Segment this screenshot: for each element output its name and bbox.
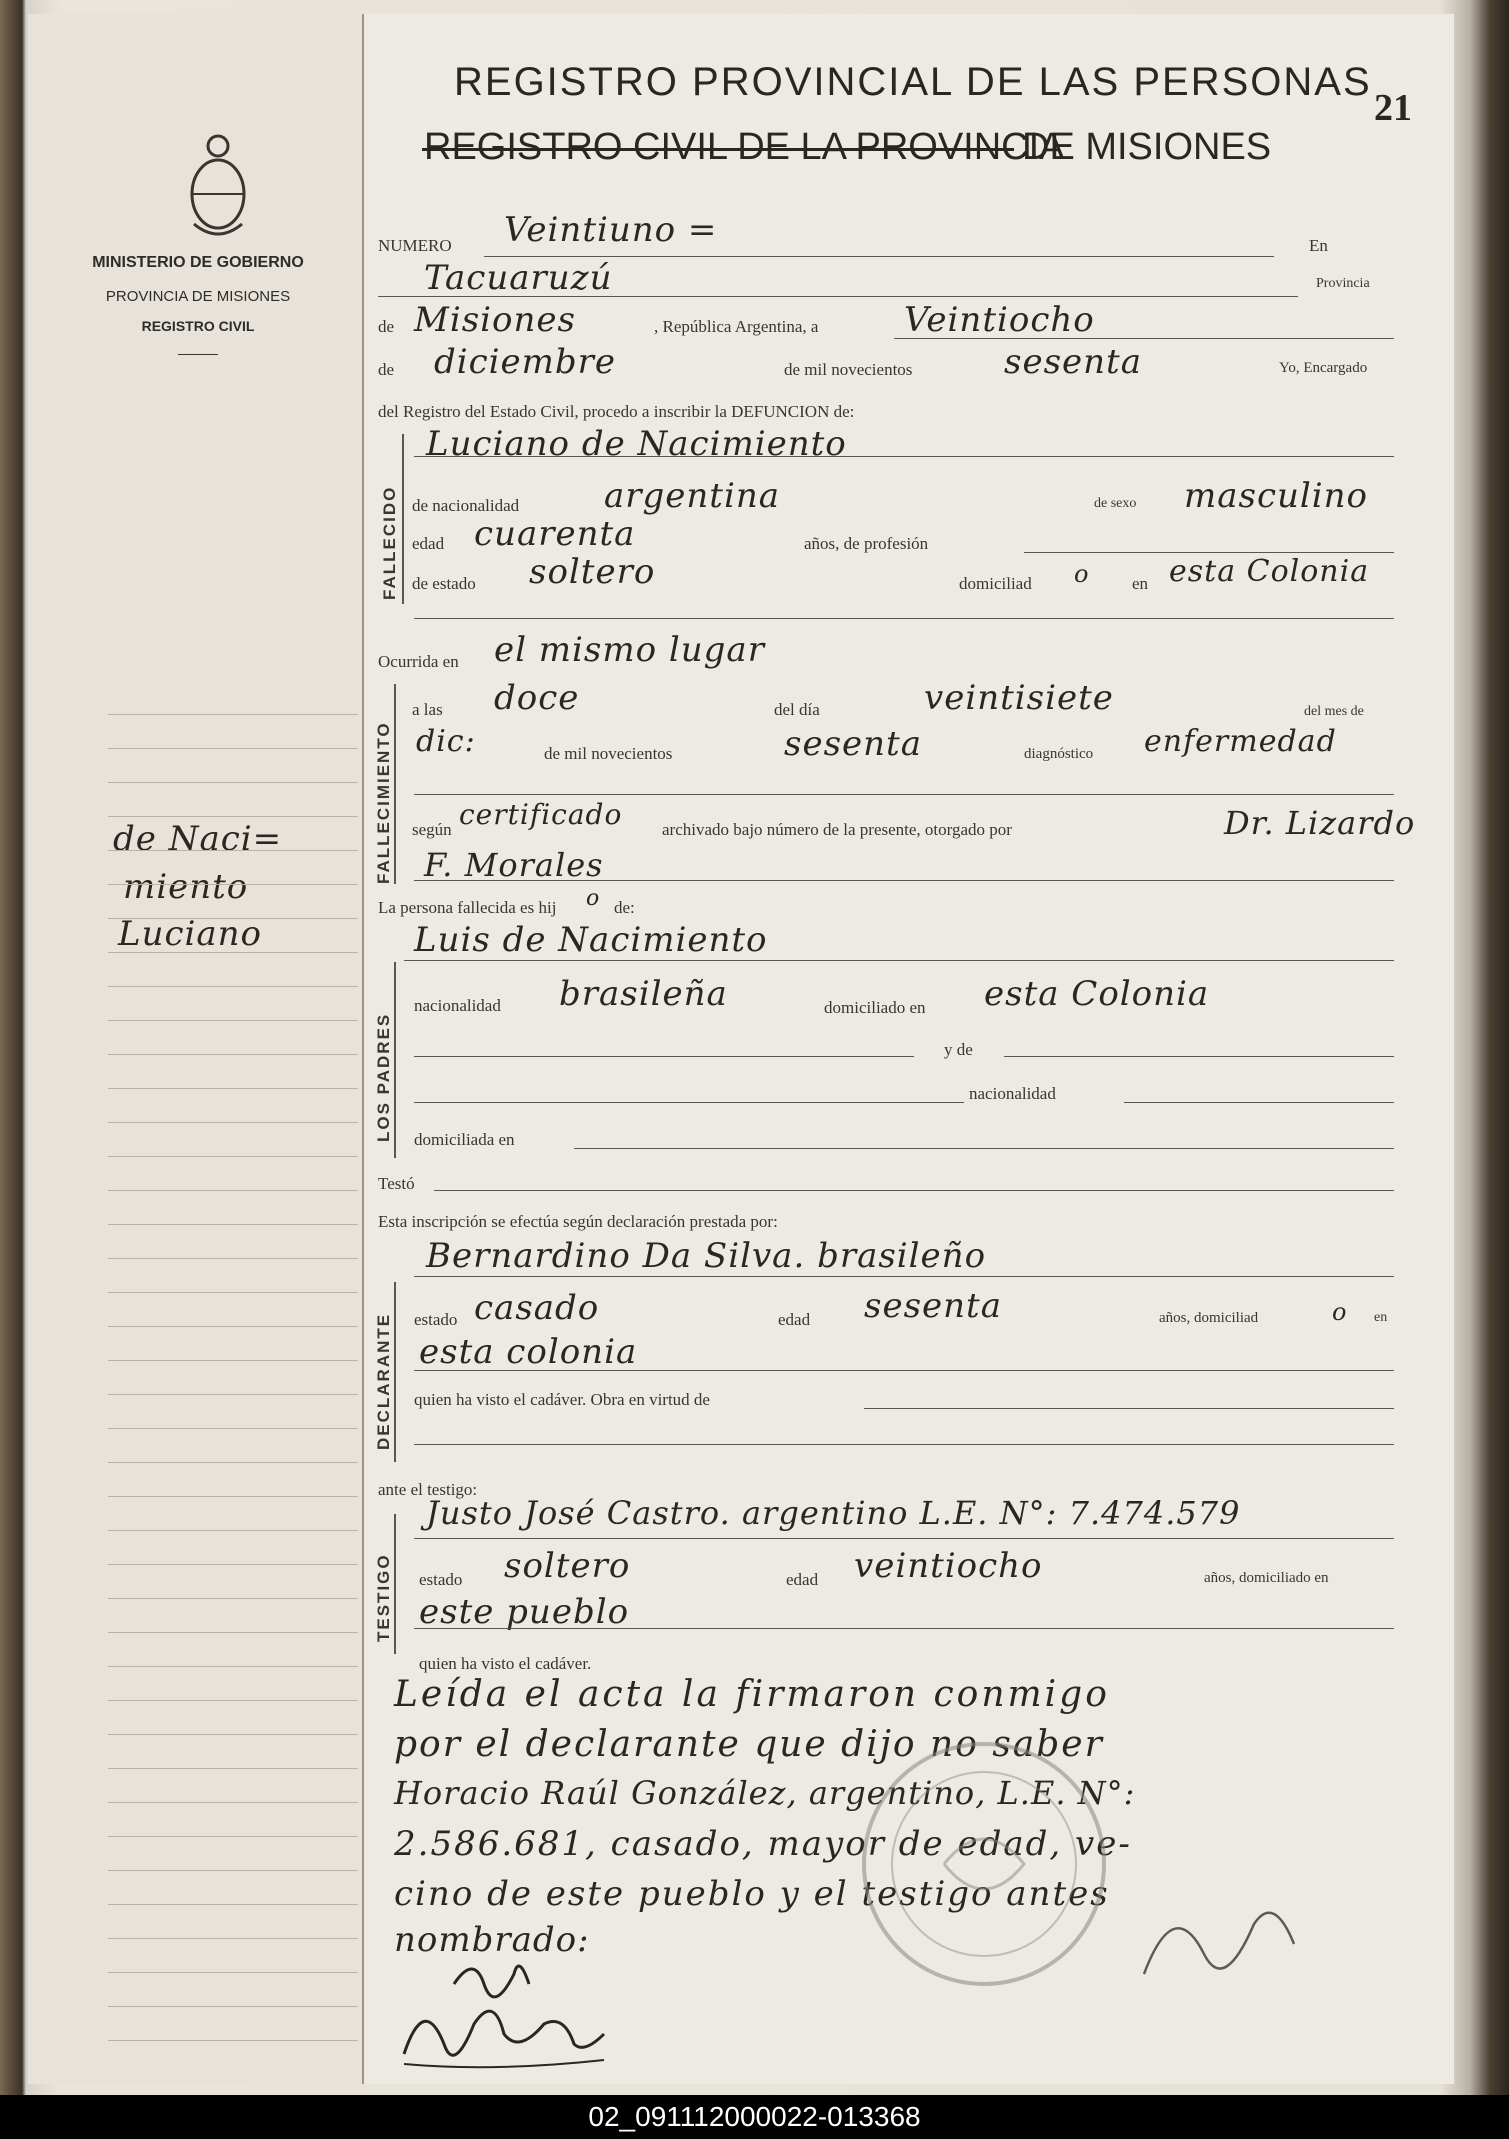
medico-value: Dr. Lizardo F. Morales xyxy=(424,804,1416,884)
margin-ruled-line xyxy=(108,1292,358,1293)
margin-ruled-line xyxy=(108,986,358,987)
closing-line-2: por el declarante que dijo no saber xyxy=(394,1724,1104,1765)
margin-ruled-line xyxy=(108,1496,358,1497)
margin-ruled-line xyxy=(108,952,358,953)
testigo-edad-value: veintiocho xyxy=(854,1546,1043,1586)
numero-value: Veintiuno = xyxy=(504,210,718,250)
margin-ruled-line xyxy=(108,1224,358,1225)
day-value: Veintiocho xyxy=(904,300,1095,340)
rule xyxy=(864,1408,1394,1409)
rule xyxy=(414,1370,1394,1371)
section-fallecimiento: FALLECIMIENTO xyxy=(374,721,393,884)
encargado-label: Yo, Encargado xyxy=(1279,360,1368,376)
declarante-edad-label: edad xyxy=(778,1310,811,1329)
margin-ruled-line xyxy=(108,1326,358,1327)
margin-ruled-line xyxy=(108,1190,358,1191)
margin-ruled-line xyxy=(108,1530,358,1531)
declarante-anios-label: años, domiciliad xyxy=(1159,1310,1259,1326)
margin-ruled-line xyxy=(108,1428,358,1429)
en-label: en xyxy=(1132,574,1149,593)
nacionalidad-value: argentina xyxy=(604,476,781,516)
ante-label: ante el testigo: xyxy=(378,1480,478,1499)
dia-value: veintisiete xyxy=(924,678,1114,718)
margin-ruled-line xyxy=(108,1156,358,1157)
closing-line-3: Horacio Raúl González, argentino, L.E. N°: xyxy=(394,1774,1136,1812)
nac-value: brasileña xyxy=(559,974,728,1014)
province-value: Misiones xyxy=(414,300,576,340)
rule xyxy=(894,338,1394,339)
margin-ruled-line xyxy=(108,850,358,851)
margin-ruled-line xyxy=(108,1020,358,1021)
section-bar xyxy=(394,684,396,884)
rule xyxy=(404,960,1394,961)
margin-ruled-line xyxy=(108,714,358,715)
margin-ruled-line xyxy=(108,1088,358,1089)
rule xyxy=(414,880,1394,881)
year-label: de mil novecientos xyxy=(784,360,913,379)
declarante-estado-label: estado xyxy=(414,1310,458,1329)
hijo-de-label: de: xyxy=(614,898,635,917)
rule xyxy=(1024,552,1394,553)
y-de-label: y de xyxy=(944,1040,973,1059)
declarante-visto-label: quien ha visto el cadáver. Obra en virtud de xyxy=(414,1390,710,1409)
rule xyxy=(414,1538,1394,1539)
testigo-edad-label: edad xyxy=(786,1570,819,1589)
testo-label: Testó xyxy=(378,1174,415,1193)
page-number: 21 xyxy=(1374,87,1412,129)
rule xyxy=(414,1628,1394,1629)
ocurrida-label: Ocurrida en xyxy=(378,652,459,671)
diagnostico-value: enfermedad xyxy=(1144,724,1337,759)
anio-value: sesenta xyxy=(784,724,922,764)
title-tail: DE MISIONES xyxy=(1022,126,1272,168)
en-label: En xyxy=(1309,236,1328,255)
rule xyxy=(414,1276,1394,1277)
margin-ruled-line xyxy=(108,1258,358,1259)
margin-ruled-line xyxy=(108,1666,358,1667)
declaracion-label: Esta inscripción se efectúa según declaración prestada por: xyxy=(378,1212,778,1231)
testigo-estado-value: soltero xyxy=(504,1546,631,1586)
death-certificate-form xyxy=(362,14,1454,2084)
divider xyxy=(178,354,218,355)
nacionalidad-label: de nacionalidad xyxy=(412,496,520,515)
rule xyxy=(414,456,1394,457)
image-code-text: 02_091112000022-013368 xyxy=(588,2101,921,2132)
domiciliada-label: domiciliada en xyxy=(414,1130,515,1149)
hijo-label: La persona fallecida es hij xyxy=(378,898,557,917)
dom-label: domiciliado en xyxy=(824,998,926,1017)
place-value: Tacuaruzú xyxy=(424,258,613,298)
section-bar xyxy=(394,962,396,1158)
ministry-label: MINISTERIO DE GOBIERNO xyxy=(92,254,304,271)
margin-ruled-line xyxy=(108,2040,358,2041)
archivado-label: archivado bajo número de la presente, otorgado por xyxy=(662,820,1012,839)
republica-label: , República Argentina, a xyxy=(654,317,819,336)
rule xyxy=(484,256,1274,257)
declarante-edad-value: sesenta xyxy=(864,1286,1002,1326)
profesion-label: años, de profesión xyxy=(804,534,929,553)
margin-ruled-line xyxy=(108,816,358,817)
margin-ruled-line xyxy=(108,1360,358,1361)
margin-ruled-line xyxy=(108,1802,358,1803)
image-code-bar xyxy=(0,2095,1509,2139)
closing-line-4: 2.586.681, casado, mayor de edad, ve- xyxy=(394,1824,1132,1864)
margin-ruled-line xyxy=(108,1768,358,1769)
margin-ruled-line xyxy=(108,1632,358,1633)
declarante-domic-value: esta colonia xyxy=(419,1332,638,1372)
rule xyxy=(414,618,1394,619)
mes-label: del mes de xyxy=(1304,704,1364,719)
struck-title: REGISTRO CIVIL DE LA PROVINCIA xyxy=(424,126,1065,168)
section-declarante: DECLARANTE xyxy=(374,1312,393,1450)
domicilio-value: esta Colonia xyxy=(1169,554,1370,589)
margin-ruled-line xyxy=(108,748,358,749)
margin-ruled-line xyxy=(108,1054,358,1055)
diagnostico-label: diagnóstico xyxy=(1024,746,1094,762)
province-label: PROVINCIA DE MISIONES xyxy=(105,288,291,305)
closing-line-1: Leída el acta la firmaron conmigo xyxy=(394,1674,1110,1715)
signature-witness xyxy=(1124,1874,1324,2014)
margin-ruled-line xyxy=(108,1564,358,1565)
padre-name: Luis de Nacimiento xyxy=(414,920,768,960)
rule xyxy=(414,794,1394,795)
segun-label: según xyxy=(412,820,452,839)
section-padres: LOS PADRES xyxy=(374,1012,393,1142)
declarante-en-label: en xyxy=(1374,1310,1388,1325)
testigo-anios-label: años, domiciliado en xyxy=(1204,1570,1329,1586)
rule xyxy=(1124,1102,1394,1103)
registry-title: REGISTRO PROVINCIAL DE LAS PERSONAS xyxy=(454,60,1372,104)
rule xyxy=(414,1444,1394,1445)
signature-handwritten xyxy=(384,1944,644,2084)
dom-value: esta Colonia xyxy=(984,974,1210,1014)
edad-value: cuarenta xyxy=(474,514,636,554)
coat-of-arms-icon xyxy=(178,124,258,244)
provincia-label: Provincia xyxy=(1316,276,1370,291)
official-seal-stamp xyxy=(834,1714,1134,2014)
ocurrida-value: el mismo lugar xyxy=(494,630,765,670)
rule xyxy=(414,1056,914,1057)
dia-label: del día xyxy=(774,700,820,719)
margin-ruled-line xyxy=(108,1734,358,1735)
rule xyxy=(434,1190,1394,1191)
sexo-value: masculino xyxy=(1184,476,1369,516)
anio-label: de mil novecientos xyxy=(544,744,673,763)
margin-ruled-line xyxy=(108,2006,358,2007)
nac-label: nacionalidad xyxy=(414,996,501,1015)
margin-ruled-line xyxy=(108,1462,358,1463)
de-label-2: de xyxy=(378,360,395,379)
numero-label: NUMERO xyxy=(378,236,452,255)
rule xyxy=(1004,1056,1394,1057)
mes-value: dic: xyxy=(416,724,476,759)
margin-ruled-line xyxy=(108,1870,358,1871)
section-testigo: TESTIGO xyxy=(374,1553,393,1642)
section-bar xyxy=(394,1514,396,1654)
hora-label: a las xyxy=(412,700,443,719)
section-bar xyxy=(394,1282,396,1462)
declarante-estado-value: casado xyxy=(474,1288,600,1328)
estado-value: soltero xyxy=(529,552,656,592)
domicilio-o: o xyxy=(1074,560,1090,588)
closing-line-5: cino de este pueblo y el testigo antes xyxy=(394,1874,1110,1914)
rule xyxy=(378,296,1298,297)
rule xyxy=(414,1102,964,1103)
margin-ruled-line xyxy=(108,1598,358,1599)
left-margin-column xyxy=(28,14,362,2084)
year-value: sesenta xyxy=(1004,342,1142,382)
domicilio-label: domiciliad xyxy=(959,574,1032,593)
strike-line xyxy=(422,148,1014,151)
margin-ruled-line xyxy=(108,918,358,919)
margin-ruled-line xyxy=(108,1700,358,1701)
margin-ruled-line xyxy=(108,884,358,885)
hora-value: doce xyxy=(494,678,580,718)
fallecido-name: Luciano de Nacimiento xyxy=(426,424,847,464)
margin-ruled-line xyxy=(108,1394,358,1395)
section-fallecido: FALLECIDO xyxy=(380,485,399,600)
margin-ruled-line xyxy=(108,1938,358,1939)
testigo-estado-label: estado xyxy=(419,1570,463,1589)
margin-ruled-line xyxy=(108,1122,358,1123)
section-bar xyxy=(402,434,404,604)
hijo-suffix: o xyxy=(586,886,601,911)
nacionalidad2-label: nacionalidad xyxy=(969,1084,1056,1103)
margin-ruled-line xyxy=(108,1972,358,1973)
segun-value: certificado xyxy=(459,798,623,831)
margin-note-line-1: de Naci= xyxy=(113,819,283,859)
testigo-name: Justo José Castro. argentino L.E. N°: 7.474.579 xyxy=(426,1494,1241,1532)
office-label: REGISTRO CIVIL xyxy=(141,318,255,334)
margin-note-line-3: Luciano xyxy=(118,914,263,954)
estado-label: de estado xyxy=(412,574,476,593)
closing-line-6: nombrado: xyxy=(394,1920,590,1960)
margin-ruled-line xyxy=(108,1836,358,1837)
declarante-domic-o: o xyxy=(1332,1298,1348,1326)
testigo-domic-value: este pueblo xyxy=(419,1592,630,1632)
month-value: diciembre xyxy=(434,342,617,382)
de-label: de xyxy=(378,317,395,336)
rule xyxy=(574,1148,1394,1149)
margin-ruled-line xyxy=(108,1904,358,1905)
testigo-visto-label: quien ha visto el cadáver. xyxy=(419,1654,592,1673)
declarante-name: Bernardino Da Silva. brasileño xyxy=(426,1236,987,1276)
margin-note-line-2: miento xyxy=(123,867,249,907)
registro-label: del Registro del Estado Civil, procedo a inscribir la DEFUNCION de: xyxy=(378,402,855,421)
edad-label: edad xyxy=(412,534,445,553)
sexo-label: de sexo xyxy=(1094,496,1137,511)
margin-ruled-line xyxy=(108,782,358,783)
